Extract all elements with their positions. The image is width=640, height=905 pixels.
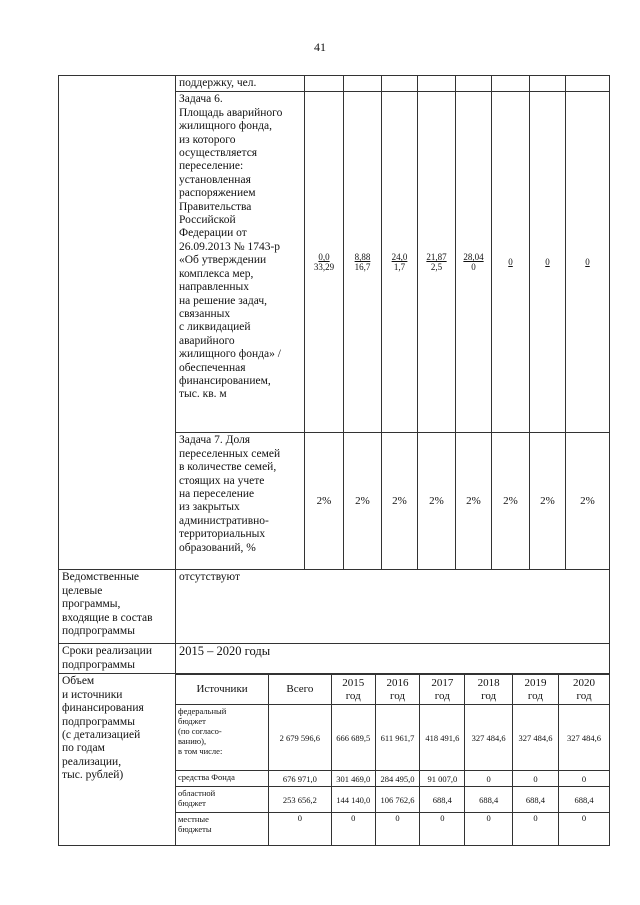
funding-year-value: 0 xyxy=(331,813,375,845)
task6-denominator: 33,29 xyxy=(313,262,335,273)
task7-value-8: 2% xyxy=(566,433,610,570)
funding-header-year: 2015 год xyxy=(331,675,375,705)
funding-source: средства Фонда xyxy=(176,771,269,787)
targeted-programs-label: Ведомственные целевые программы, входящие в состав подпрограммы xyxy=(59,570,176,644)
task6-value-4 xyxy=(418,92,456,433)
funding-year-value: 0 xyxy=(465,771,512,787)
funding-year-value: 688,4 xyxy=(512,787,558,813)
funding-year-value: 0 xyxy=(559,813,609,845)
funding-year-value: 327 484,6 xyxy=(559,705,609,771)
task7-value-4: 2% xyxy=(418,433,456,570)
funding-year-value: 688,4 xyxy=(559,787,609,813)
funding-year-value: 144 140,0 xyxy=(331,787,375,813)
funding-source: областной бюджет xyxy=(176,787,269,813)
funding-year-value: 0 xyxy=(420,813,465,845)
funding-header-year: 2018 год xyxy=(465,675,512,705)
funding-year-value: 106 762,6 xyxy=(375,787,419,813)
funding-row xyxy=(176,705,609,771)
task7-label: Задача 7. Доля переселенных семей в количестве семей, стоящих на учете на переселение из закрытых административно- территориальных образований, % xyxy=(176,433,305,570)
task6-value-8 xyxy=(566,92,610,433)
funding-header-year: 2019 год xyxy=(512,675,558,705)
funding-year-value: 0 xyxy=(512,813,558,845)
funding-year-value: 418 491,6 xyxy=(420,705,465,771)
funding-total: 2 679 596,6 xyxy=(269,705,331,771)
task6-numerator: 24,0 xyxy=(391,252,408,263)
task7-value-1: 2% xyxy=(305,433,344,570)
funding-row xyxy=(176,813,609,845)
section-label-empty xyxy=(59,76,176,570)
task6-numerator: 0 xyxy=(585,257,590,268)
task6-numerator: 21,87 xyxy=(426,252,447,263)
task7-value-7: 2% xyxy=(530,433,566,570)
funding-label: Объем и источники финансирования подпрограммы (с детализацией по годам реализации, тыс. рублей) xyxy=(59,674,176,846)
funding-header-year: 2020 год xyxy=(559,675,609,705)
task6-value-3 xyxy=(382,92,418,433)
task6-denominator: 1,7 xyxy=(393,262,406,273)
funding-header-year: 2017 год xyxy=(420,675,465,705)
funding-row xyxy=(176,771,609,787)
funding-source: федеральный бюджет (по согласо- ванию), в том числе: xyxy=(176,705,269,771)
funding-cell xyxy=(176,674,610,846)
timeline-value: 2015 – 2020 годы xyxy=(176,644,610,674)
funding-year-value: 666 689,5 xyxy=(331,705,375,771)
funding-total: 0 xyxy=(269,813,331,845)
funding-source: местные бюджеты xyxy=(176,813,269,845)
task7-value-2: 2% xyxy=(344,433,382,570)
task6-label: Задача 6. Площадь аварийного жилищного фонда, из которого осуществляется переселение: установленная распоряжением Правительства Российской Федерации от 26.09.2013 № 1743-р «Об утверждении комплекса мер, направленных на решение задач, связанных с ликвидацией аварийного жилищного фонда» / обеспеченная финансированием, тыс. кв. м xyxy=(176,92,305,433)
page-number: 41 xyxy=(314,40,326,54)
task7-value-5: 2% xyxy=(456,433,492,570)
task6-numerator: 0 xyxy=(545,257,550,268)
funding-year-value: 327 484,6 xyxy=(465,705,512,771)
task7-value-3: 2% xyxy=(382,433,418,570)
task6-value-6 xyxy=(492,92,530,433)
funding-header-year: 2016 год xyxy=(375,675,419,705)
funding-year-value: 301 469,0 xyxy=(331,771,375,787)
funding-year-value: 688,4 xyxy=(465,787,512,813)
funding-year-value: 0 xyxy=(465,813,512,845)
funding-year-value: 0 xyxy=(512,771,558,787)
task6-value-1 xyxy=(305,92,344,433)
funding-total: 253 656,2 xyxy=(269,787,331,813)
funding-row xyxy=(176,787,609,813)
task6-numerator: 0 xyxy=(508,257,513,268)
task6-value-7 xyxy=(530,92,566,433)
funding-year-value: 611 961,7 xyxy=(375,705,419,771)
subprogram-passport-table xyxy=(58,75,610,846)
task6-numerator: 0,0 xyxy=(318,252,330,263)
funding-total: 676 971,0 xyxy=(269,771,331,787)
task6-denominator: 2,5 xyxy=(430,262,443,273)
task6-denominator: 16,7 xyxy=(354,262,371,273)
funding-year-value: 91 007,0 xyxy=(420,771,465,787)
timeline-label: Сроки реализации подпрограммы xyxy=(59,644,176,674)
funding-year-value: 0 xyxy=(375,813,419,845)
row-label-support: поддержку, чел. xyxy=(176,76,305,92)
funding-header-total: Всего xyxy=(269,675,331,705)
task6-value-5 xyxy=(456,92,492,433)
task6-numerator: 8,88 xyxy=(354,252,371,263)
task7-value-6: 2% xyxy=(492,433,530,570)
funding-year-value: 327 484,6 xyxy=(512,705,558,771)
funding-year-value: 284 495,0 xyxy=(375,771,419,787)
task6-denominator: 0 xyxy=(471,262,476,273)
funding-year-value: 688,4 xyxy=(420,787,465,813)
task6-numerator: 28,04 xyxy=(463,252,484,263)
task6-value-2 xyxy=(344,92,382,433)
funding-year-value: 0 xyxy=(559,771,609,787)
targeted-programs-value: отсутствуют xyxy=(176,570,610,644)
funding-header-sources: Источники xyxy=(176,675,269,705)
funding-table xyxy=(176,674,609,845)
